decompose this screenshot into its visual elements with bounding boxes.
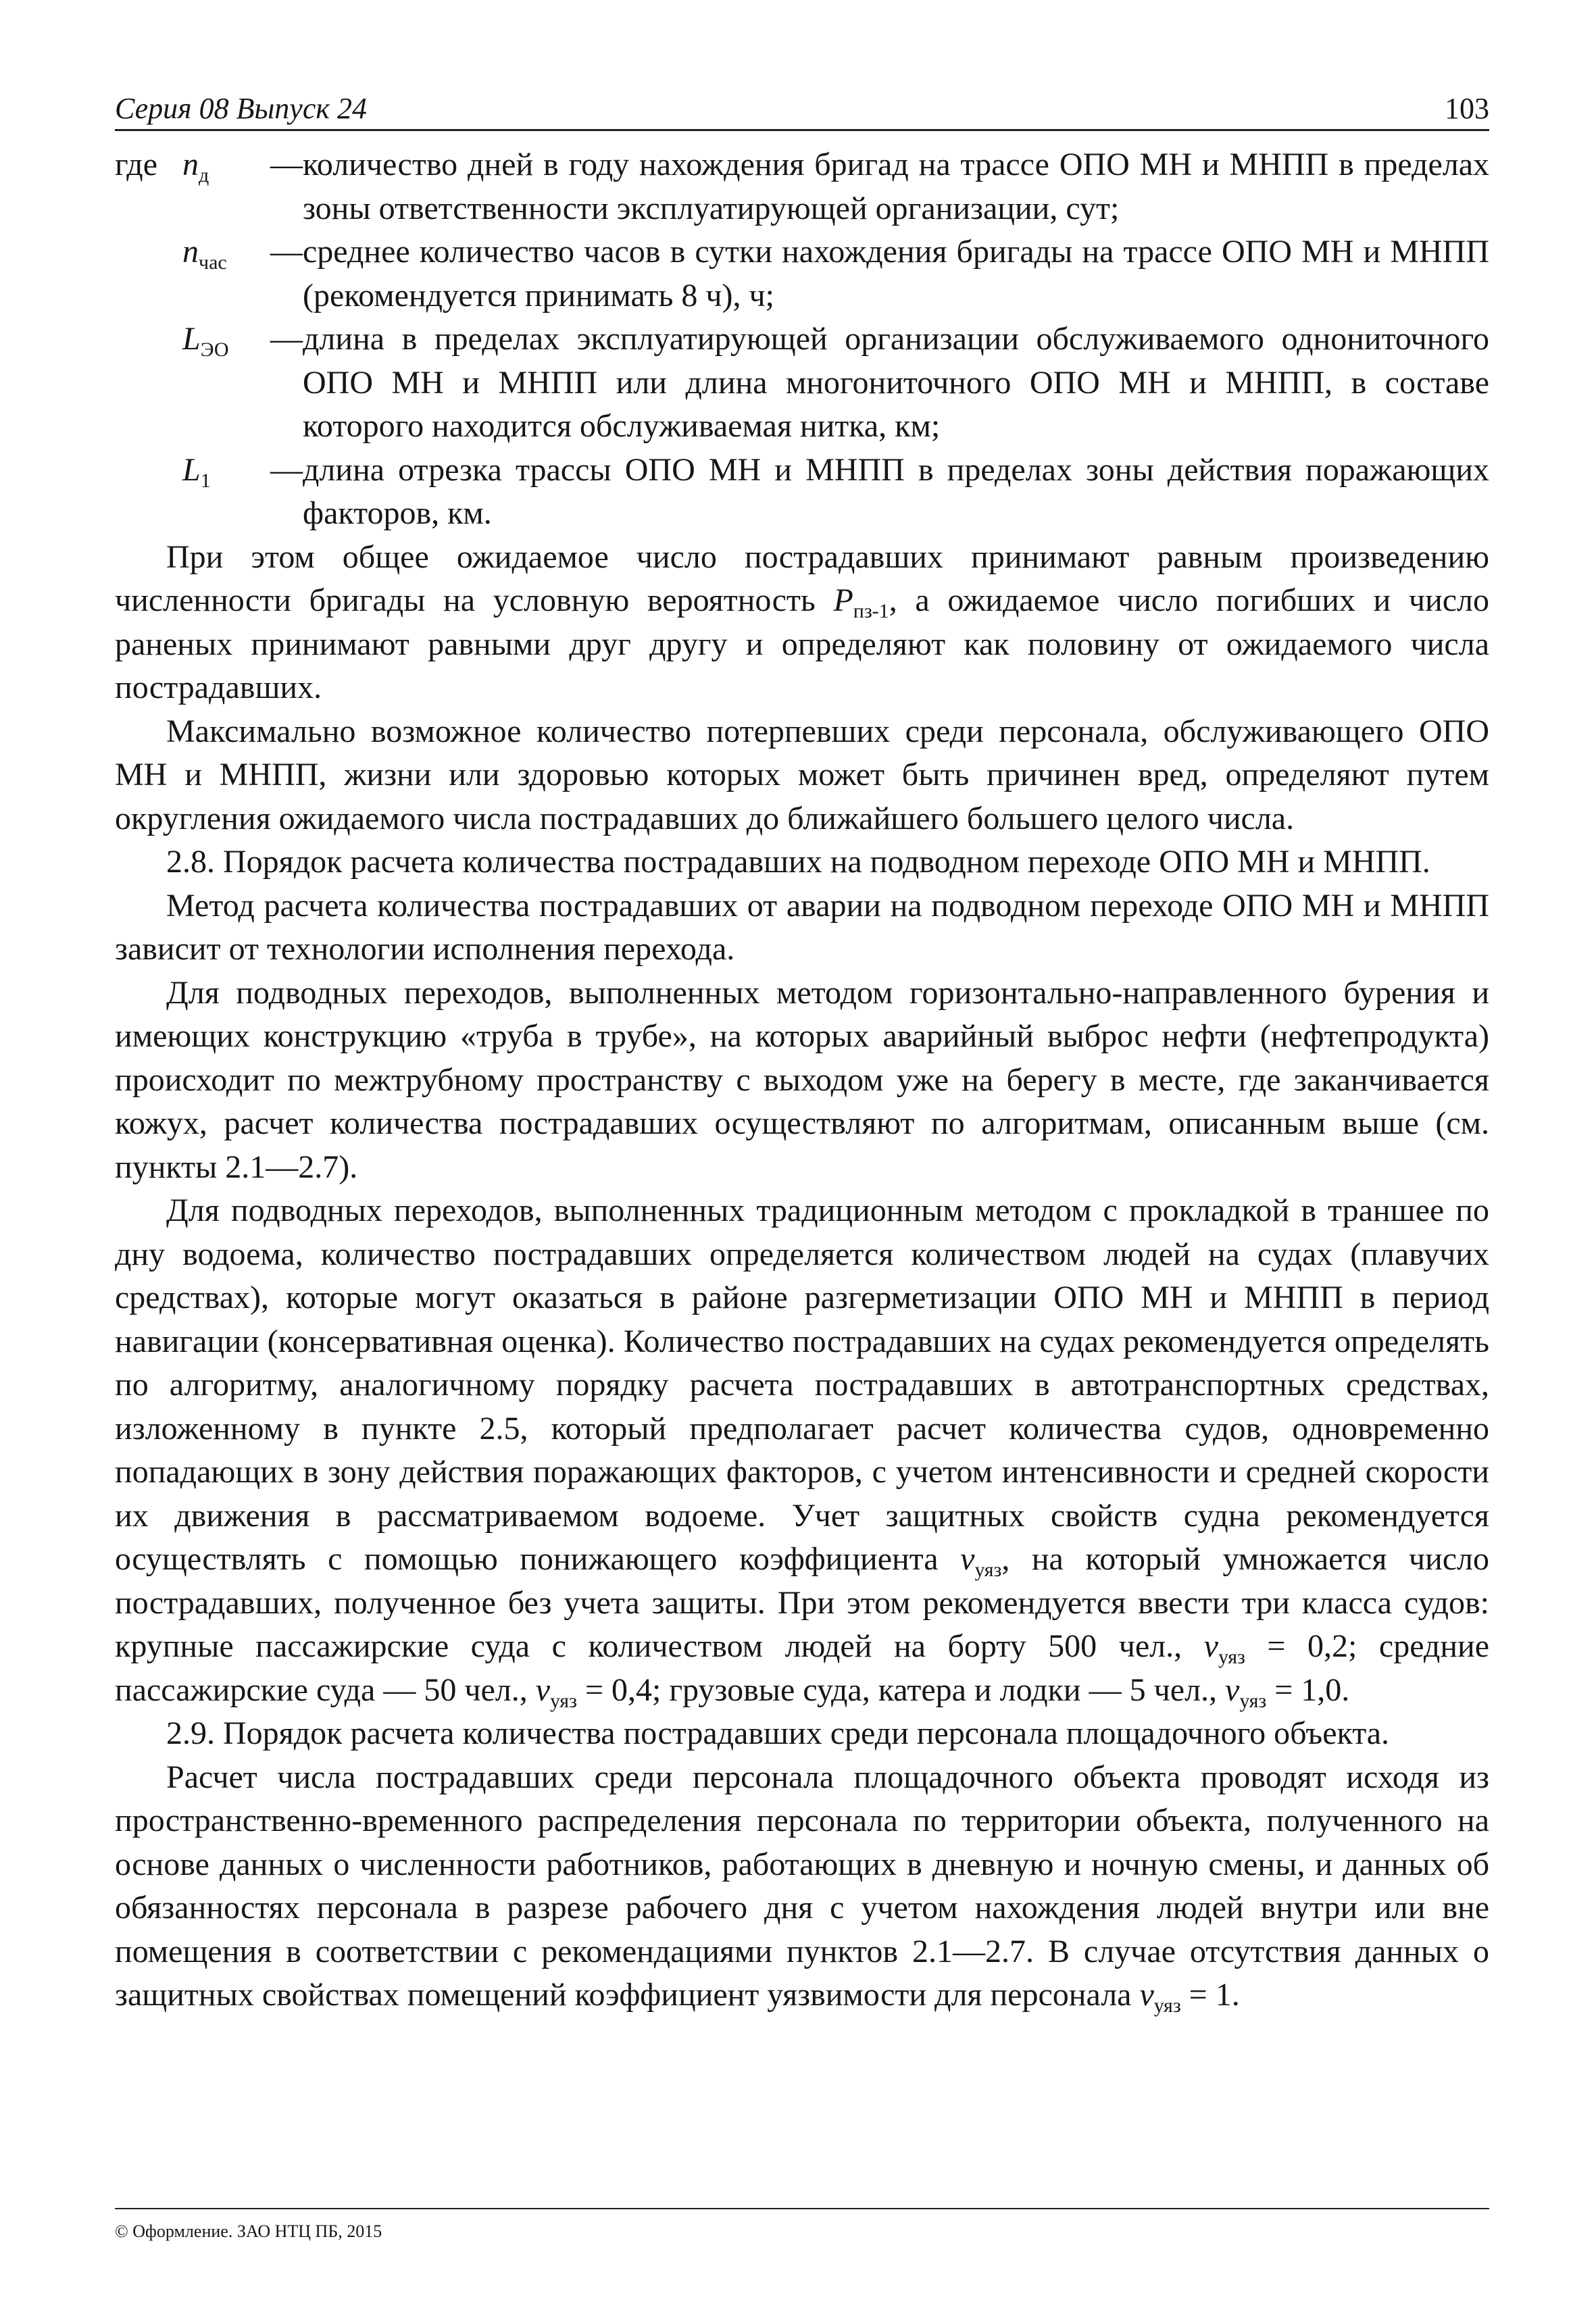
paragraph-max-victims: Максимально возможное количество потерпевших среди персонала, обслуживающего ОПО МН и МНПП, жизни или здоровью которых может быть причинен вред, определяют путем округления ожидаемого числа пострадавших до ближайшего большего целого числа. (115, 713, 1489, 836)
definition-text: длина в пределах эксплуатирующей организации обслуживаемого однониточного ОПО МН и МНПП или длина многониточного ОПО МН и МНПП, в составе которого находится обслуживаемая нитка, км; (303, 321, 1489, 444)
page-footer (115, 2208, 1489, 2242)
running-header (115, 86, 1489, 128)
definition-row (115, 449, 1489, 536)
definition-dash: — (270, 321, 303, 357)
definition-dash: — (270, 451, 303, 488)
copyright-notice: © Оформление. ЗАО НТЦ ПБ, 2015 (115, 2221, 382, 2241)
vulnerability-symbol: $v_{уяз}$ (535, 1671, 577, 1712)
where-label: где (115, 147, 158, 182)
footer-rule (115, 2208, 1489, 2209)
definition-symbol: $L_{ЭО}$ (182, 321, 229, 361)
variable-definitions (115, 143, 1489, 536)
paragraph-hdd-crossings: Для подводных переходов, выполненных методом горизонтально-направленного бурения и имеющих конструкцию «труба в трубе», на которых аварийный выброс нефти (нефтепродукта) происходит по межтрубному пространству с выходом уже на берегу в месте, где заканчивается кожух, расчет количества пострадавших осуществляют по алгоритмам, описанным выше (см. пункты 2.1—2.7). (115, 974, 1489, 1185)
series-title: Серия 08 Выпуск 24 (115, 92, 367, 125)
vulnerability-symbol: $v_{уяз}$ (960, 1541, 1002, 1581)
vulnerability-symbol: $v_{уяз}$ (1203, 1628, 1245, 1668)
definition-symbol: $n_д$ (182, 147, 209, 186)
definition-dash: — (270, 234, 303, 270)
vulnerability-symbol: $v_{уяз}$ (1139, 1977, 1181, 2017)
section-heading-2-8: 2.8. Порядок расчета количества пострадавших на подводном переходе ОПО МН и МНПП. (166, 844, 1430, 880)
main-text (115, 143, 1489, 2017)
definition-row (115, 143, 1489, 230)
section-heading-2-9: 2.9. Порядок расчета количества пострадавших среди персонала площадочного объекта. (166, 1715, 1390, 1751)
paragraph-trench-crossings: Для подводных переходов, выполненных традиционным методом с прокладкой в траншее по дну водоема, количество пострадавших определяется количеством людей на судах (плавучих средствах), которые могут оказаться в районе разгерметизации ОПО МН и МНПП в период навигации (консервативная оценка). Количество пострадавших на судах рекомендуется определять по алгоритму, аналогичному порядку расчета пострадавших в автотранспортных средствах, изложенному в пункте 2.5, который предполагает расчет количества судов, одновременно попадающих в зону действия поражающих факторов, с учетом интенсивности и средней скорости их движения в рассматриваемом водоеме. Учет защитных свойств судна рекомендуется осуществлять с помощью понижающего коэффициента $v_{уяз}$, на который умножается число пострадавших, полученное без учета защиты. При этом рекомендуется ввести три класса судов: крупные пассажирские суда с количеством людей на борту 500 чел., $v_{уяз} = 0,2$; средние пассажирские суда — 50 чел., $v_{уяз} = 0,4$; грузовые суда, катера и лодки — 5 чел., $v_{уяз} = 1,0$. (115, 1192, 1490, 1712)
definition-row (115, 318, 1489, 449)
definition-text: длина отрезка трассы ОПО МН и МНПП в пределах зоны действия поражающих факторов, км. (303, 451, 1489, 531)
page-number: 103 (1445, 92, 1489, 125)
definition-row (115, 230, 1489, 318)
header-rule (115, 129, 1489, 131)
vulnerability-symbol: $v_{уяз}$ (1225, 1671, 1267, 1712)
definition-dash: — (270, 147, 303, 182)
definition-text: среднее количество часов в сутки нахождения бригады на трассе ОПО МН и МНПП (рекомендуется принимать 8 ч), ч; (303, 234, 1489, 313)
probability-symbol: $P_{пз-1}$ (833, 582, 889, 622)
definition-text: количество дней в году нахождения бригад на трассе ОПО МН и МНПП в пределах зоны ответственности эксплуатирующей организации, сут; (303, 147, 1489, 226)
paragraph-site-personnel: Расчет числа пострадавших среди персонала площадочного объекта проводят исходя из пространственно-временного распределения персонала по территории объекта, полученного на основе данных о численности работников, работающих в дневную и ночную смены, и данных об обязанностях персонала в разрезе рабочего дня с учетом нахождения людей внутри или вне помещения в соответствии с рекомендациями пунктов 2.1—2.7. В случае отсутствия данных о защитных свойствах помещений коэффициент уязвимости для персонала $v_{уяз} = 1$. (115, 1759, 1489, 2017)
definition-symbol: $L_1$ (182, 451, 211, 492)
definition-symbol: $n_{час}$ (182, 234, 227, 274)
paragraph-victims-distribution: При этом общее ожидаемое число пострадавших принимают равным произведению численности бригады на условную вероятность $P_{пз-1}$, а ожидаемое число погибших и число раненых принимают равными друг другу и определяют как половину от ожидаемого числа пострадавших. (115, 538, 1490, 705)
paragraph-method: Метод расчета количества пострадавших от аварии на подводном переходе ОПО МН и МНПП зависит от технологии исполнения перехода. (115, 887, 1489, 967)
